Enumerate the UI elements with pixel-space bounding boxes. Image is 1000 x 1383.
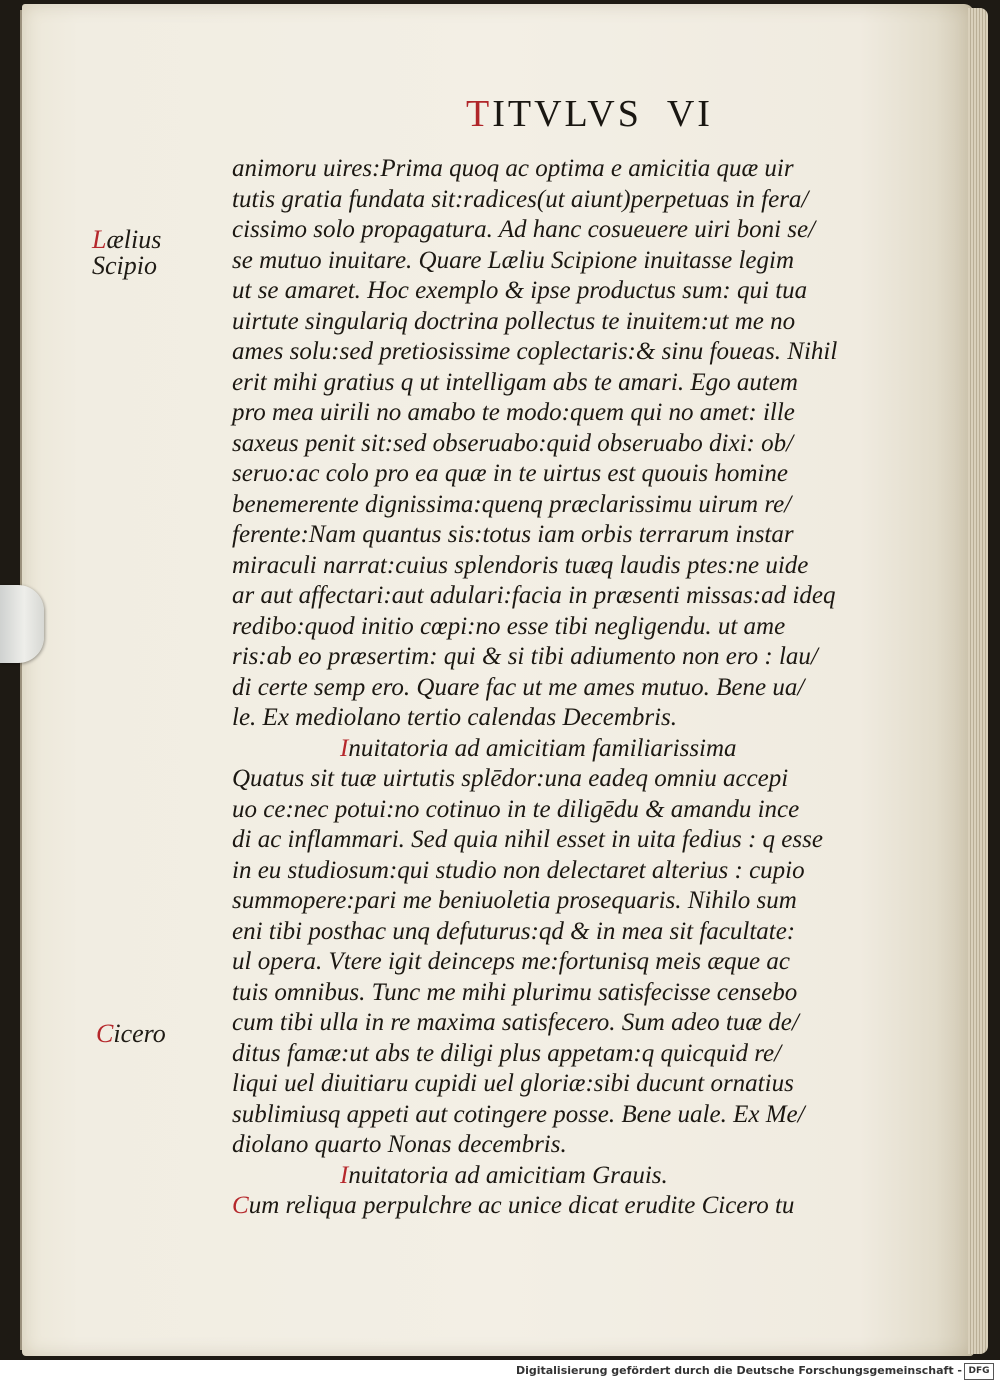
footer-bar (0, 1360, 1000, 1383)
margin-initial: C (96, 1019, 114, 1048)
margin-note-laelius (92, 226, 161, 253)
text-line: animoru uires:Prima quoq ac optima e amicitia quæ uir (232, 155, 794, 182)
page-title (466, 92, 713, 136)
rubric-initial: I (340, 734, 349, 762)
text-line: ditus famæ:ut abs te diligi plus appetam:q quicquid re/ (232, 1039, 782, 1067)
title-numeral: VI (666, 93, 713, 135)
text-line: ut se amaret. Hoc exemplo & ipse productus sum: qui tua (232, 277, 808, 304)
margin-note-scipio: Scipio (92, 251, 157, 280)
text-line: uirtute singulariq doctrina pollectus te inuitem:ut me no (232, 307, 796, 335)
text-line: miraculi narrat:cuius splendoris tuæq laudis ptes:ne uide (232, 551, 809, 579)
main-text (232, 154, 872, 1222)
page-edges (968, 8, 988, 1354)
text-line: liqui uel diuitiaru cupidi uel gloriæ:sibi ducunt ornatius (232, 1070, 794, 1097)
margin-text: ælius (106, 225, 162, 254)
text-line: cissimo solo propagatura. Ad hanc cosueuere uiri boni se/ (232, 216, 816, 243)
margin-initial: L (92, 225, 107, 254)
text-line: le. Ex mediolano tertio calendas Decembris. (232, 704, 678, 731)
text-line: ul opera. Vtere igit deinceps me:fortunisq meis æque ac (232, 948, 790, 975)
text-line: ar aut affectari:aut adulari:facia in præsenti missas:ad ideq (232, 582, 836, 609)
text-line: cum tibi ulla in re maxima satisfecero. Sum adeo tuæ de/ (232, 1009, 799, 1036)
text-line: eni tibi posthac unq defuturus:qd & in mea sit facultate: (232, 917, 796, 945)
funding-credit: Digitalisierung gefördert durch die Deutsche Forschungsgemeinschaft - (515, 1364, 962, 1377)
text-line: tuis omnibus. Tunc me mihi plurimu satisfecisse censebo (232, 978, 798, 1006)
text-line: di ac inflammari. Sed quia nihil esset in uita fedius : q esse (232, 826, 823, 853)
text-line: diolano quarto Nonas decembris. (232, 1131, 567, 1158)
rubric-initial: I (340, 1161, 349, 1189)
rubric-text: nuitatoria ad amicitiam familiarissima (348, 734, 737, 762)
margin-note-cicero (96, 1020, 166, 1047)
text-line: ris:ab eo præsertim: qui & si tibi adiumento non ero : lau/ (232, 643, 818, 670)
text-line: seruo:ac colo pro ea quæ in te uirtus est quouis homine (232, 460, 788, 487)
text-line: ferente:Nam quantus sis:totus iam orbis terrarum instar (232, 521, 794, 548)
margin-text: icero (113, 1019, 166, 1048)
text-line: saxeus penit sit:sed obseruabo:quid obseruabo dixi: ob/ (232, 429, 794, 457)
text-line: uo ce:nec potui:no cotinuo in te diligēdu & amandu ince (232, 795, 800, 823)
text-line: ames solu:sed pretiosissime coplectaris:& sinu foueas. Nihil (232, 338, 838, 365)
title-word: ITVLVS (492, 93, 642, 135)
text-line (232, 1191, 872, 1222)
text-line: summopere:pari me beniuoletia prosequaris. Nihilo sum (232, 887, 797, 914)
text-line: redibo:quod initio cœpi:no esse tibi negligendu. ut ame (232, 612, 786, 640)
text-line: pro mea uirili no amabo te modo:quem qui no amet: ille (232, 399, 795, 426)
title-initial: T (466, 93, 493, 135)
rubric-heading (232, 1161, 872, 1192)
page-clip (0, 585, 44, 663)
text-line: in eu studiosum:qui studio non delectaret alterius : cupio (232, 856, 805, 884)
text-line: tutis gratia fundata sit:radices(ut aiunt)perpetuas in fera/ (232, 185, 809, 213)
initial-letter: C (232, 1192, 249, 1219)
text-line-rest: um reliqua perpulchre ac unice dicat erudite Cicero tu (248, 1192, 795, 1219)
text-line: di certe semp ero. Quare fac ut me ames mutuo. Bene ua/ (232, 673, 805, 701)
text-line: se mutuo inuitare. Quare Læliu Scipione inuitasse legim (232, 246, 794, 274)
text-line: sublimiusq appeti aut cotingere posse. Bene uale. Ex Me/ (232, 1100, 805, 1128)
text-line: Quatus sit tuæ uirtutis splēdor:una eadeq omniu accepi (232, 765, 789, 792)
rubric-heading (232, 734, 872, 765)
rubric-text: nuitatoria ad amicitiam Grauis. (348, 1161, 668, 1189)
text-line: erit mihi gratius q ut intelligam abs te amari. Ego autem (232, 368, 798, 396)
text-line: benemerente dignissima:quenq præclarissimu uirum re/ (232, 490, 792, 518)
dfg-logo: DFG (964, 1363, 994, 1380)
